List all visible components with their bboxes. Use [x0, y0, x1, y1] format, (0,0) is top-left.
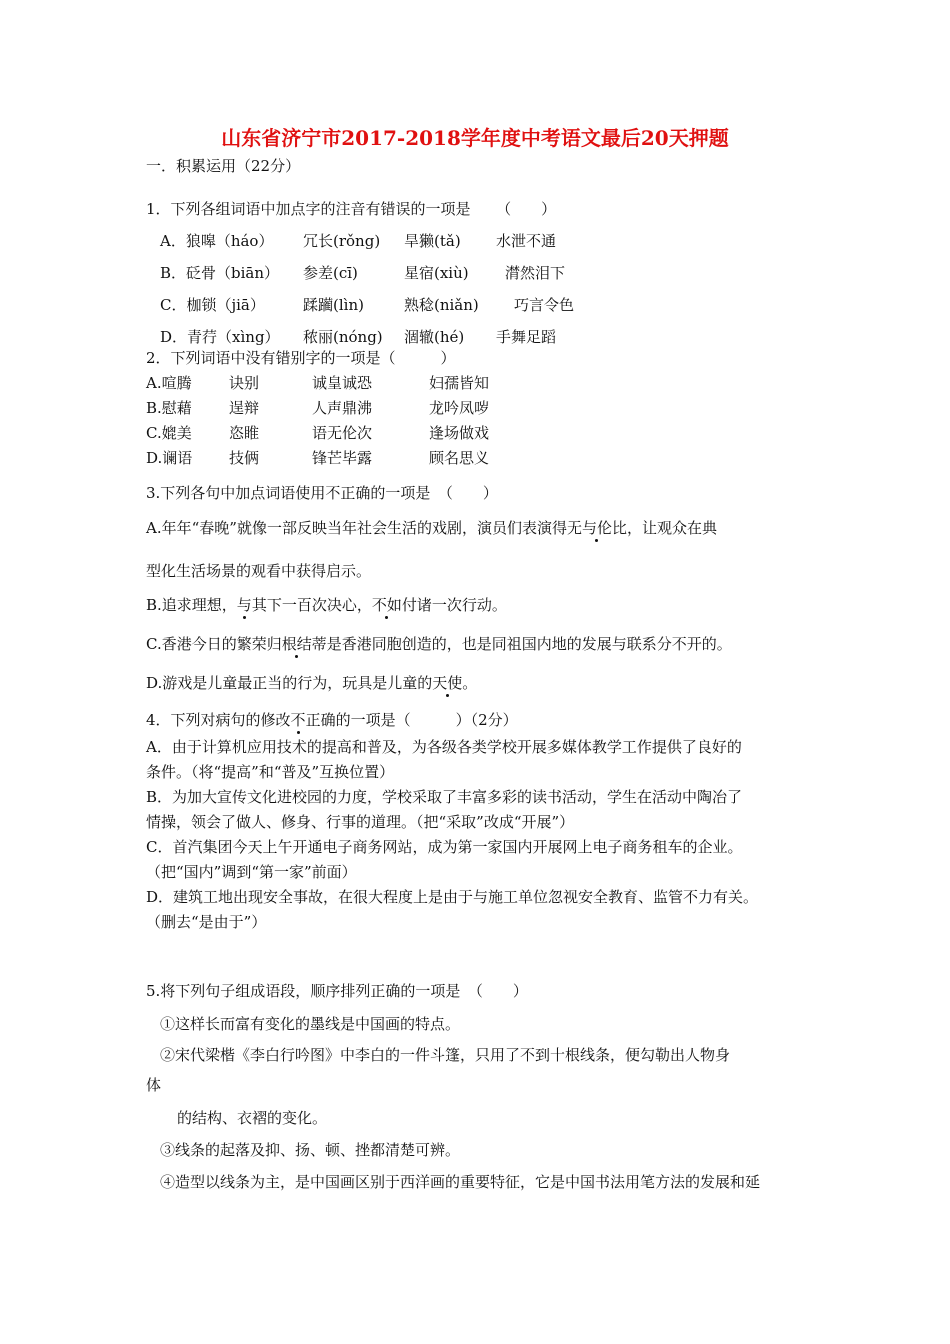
q4-line: A．由于计算机应用技术的提高和普及，为各级各类学校开展多媒体教学工作提供了良好的 [146, 738, 742, 756]
q5-sentence-3: ③线条的起落及抑、扬、顿、挫都清楚可辨。 [160, 1141, 461, 1159]
question-4-stem [146, 710, 518, 730]
question-2-stem: 2．下列词语中没有错别字的一项是（ ） [146, 349, 456, 367]
q2-option-text: 妇孺皆知 [429, 374, 490, 392]
q2-option-text: 逞辩 [229, 399, 260, 417]
q1-option-a [160, 231, 556, 251]
q1-option-text: 熟稔(niǎn) [404, 296, 479, 314]
question-3-stem: 3.下列各句中加点词语使用不正确的一项是 （ ） [146, 484, 498, 502]
q1-option-text: 水泄不通 [496, 232, 557, 250]
answer-blank: （ ） [496, 200, 557, 218]
q3-option-b [146, 595, 507, 615]
q1-option-text: D．青荇（xìng） [160, 328, 280, 346]
q5-sentence-1: ①这样长而富有变化的墨线是中国画的特点。 [160, 1015, 461, 1033]
q3-text: B.追求理想， [146, 596, 237, 614]
q1-option-text: 蹂躏(lìn) [303, 296, 364, 314]
q3-option-a-cont: 型化生活场景的观看中获得启示。 [146, 562, 372, 580]
q5-sentence-4: ④造型以线条为主，是中国画区别于西洋画的重要特征，它是中国书法用笔方法的发展和延 [160, 1173, 761, 1191]
q3-text: 其下一百次决心， [251, 596, 372, 614]
q2-option-text: 逢场做戏 [429, 424, 490, 442]
q2-option-text: 诚皇诚恐 [312, 374, 373, 392]
q4-text: 4．下列对病句的修改 [146, 711, 291, 729]
document-title: 山东省济宁市2017-2018学年度中考语文最后20天押题 [221, 126, 729, 150]
q1-option-text: 巧言令色 [514, 296, 575, 314]
q4-line: （删去“是由于”） [146, 913, 267, 931]
q1-option-text: 涸辙(hé) [404, 328, 465, 346]
q1-option-text: 手舞足蹈 [496, 328, 557, 346]
dotted-phrase: 不如 [371, 596, 402, 614]
q3-text: 是香港同胞创造的，也是同祖国内地的发展与联系分不开的。 [326, 635, 732, 653]
question-1-text: 1．下列各组词语中加点字的注音有错误的一项是 [146, 200, 471, 218]
q4-line: C．首汽集团今天上午开通电子商务网站，成为第一家国内开展网上电子商务租车的企业。 [146, 838, 743, 856]
q2-option-text: 诀别 [229, 374, 260, 392]
q1-option-c [160, 295, 574, 315]
q3-text: D.游戏是儿童最正当的行为，玩具是儿童的 [146, 674, 433, 692]
q1-option-text: 秾丽(nóng) [303, 328, 383, 346]
q2-option-text: C.媲美 [146, 424, 192, 442]
q3-option-a [146, 518, 717, 538]
q2-option-a [146, 373, 489, 393]
q5-sentence-2: ②宋代梁楷《李白行吟图》中李白的一件斗篷，只用了不到十根线条，便勾勒出人物身 [160, 1046, 731, 1064]
q3-option-c [146, 634, 732, 654]
q4-line: 条件。（将“提高”和“普及”互换位置） [146, 763, 395, 781]
q1-option-b [160, 263, 565, 283]
q2-option-text: A.喧腾 [146, 374, 192, 392]
q1-option-d [160, 327, 556, 347]
q2-option-text: B.慰藉 [146, 399, 192, 417]
q3-text: A.年年“春晚”就像一部反映当年社会生活的戏剧，演员们表演得 [146, 519, 567, 537]
q2-option-d [146, 448, 489, 468]
dotted-phrase: 无与伦比 [566, 519, 627, 537]
q4-line: 情操，领会了做人、修身、行事的道理。（把“采取”改成“开展”） [146, 813, 575, 831]
q2-option-text: 语无伦次 [312, 424, 373, 442]
question-5-stem: 5.将下列句子组成语段，顺序排列正确的一项是 （ ） [146, 982, 528, 1000]
question-1-stem [146, 199, 556, 219]
q2-option-text: 恣睢 [229, 424, 260, 442]
dotted-phrase: 与 [236, 596, 252, 614]
q2-option-text: 锋芒毕露 [312, 449, 373, 467]
q3-text: 付诸一次行动。 [401, 596, 507, 614]
q2-option-text: 龙吟凤哕 [429, 399, 490, 417]
q1-option-text: C．枷锁（jiā） [160, 296, 265, 314]
q2-option-b [146, 398, 489, 418]
dotted-phrase: 归根结蒂 [266, 635, 327, 653]
q3-text: C.香港今日的繁荣 [146, 635, 267, 653]
q4-line: （把“国内”调到“第一家”前面） [146, 863, 357, 881]
section-heading: 一．积累运用（22分） [146, 157, 301, 175]
q4-line: B．为加大宣传文化进校园的力度，学校采取了丰富多彩的读书活动，学生在活动中陶冶了 [146, 788, 743, 806]
q2-option-text: 技俩 [229, 449, 260, 467]
q1-option-text: 冗长(rǒng) [303, 232, 381, 250]
dotted-phrase: 天使 [432, 674, 463, 692]
q3-text: ，让观众在典 [626, 519, 717, 537]
q1-option-text: 潸然泪下 [505, 264, 566, 282]
q1-option-text: B．砭骨（biān） [160, 264, 280, 282]
q1-option-text: 参差(cī) [303, 264, 358, 282]
q3-option-d [146, 673, 477, 693]
q2-option-text: 顾名思义 [429, 449, 490, 467]
q4-line: D．建筑工地出现安全事故，在很大程度上是由于与施工单位忽视安全教育、监管不力有关。 [146, 888, 759, 906]
q5-sentence-2-cont: 的结构、衣褶的变化。 [177, 1109, 328, 1127]
q2-option-c [146, 423, 489, 443]
q3-text: 。 [462, 674, 478, 692]
q1-option-text: 星宿(xiù) [404, 264, 469, 282]
q1-option-text: A．狼嗥（háo） [160, 232, 274, 250]
q2-option-text: 人声鼎沸 [312, 399, 373, 417]
q5-sentence-2-wrap: 体 [146, 1076, 162, 1094]
dotted-phrase: 不 [290, 711, 306, 729]
q2-option-text: D.谰语 [146, 449, 193, 467]
q4-text: 正确的一项是（ ）（2分） [305, 711, 518, 729]
q1-option-text: 旱獭(tǎ) [404, 232, 461, 250]
